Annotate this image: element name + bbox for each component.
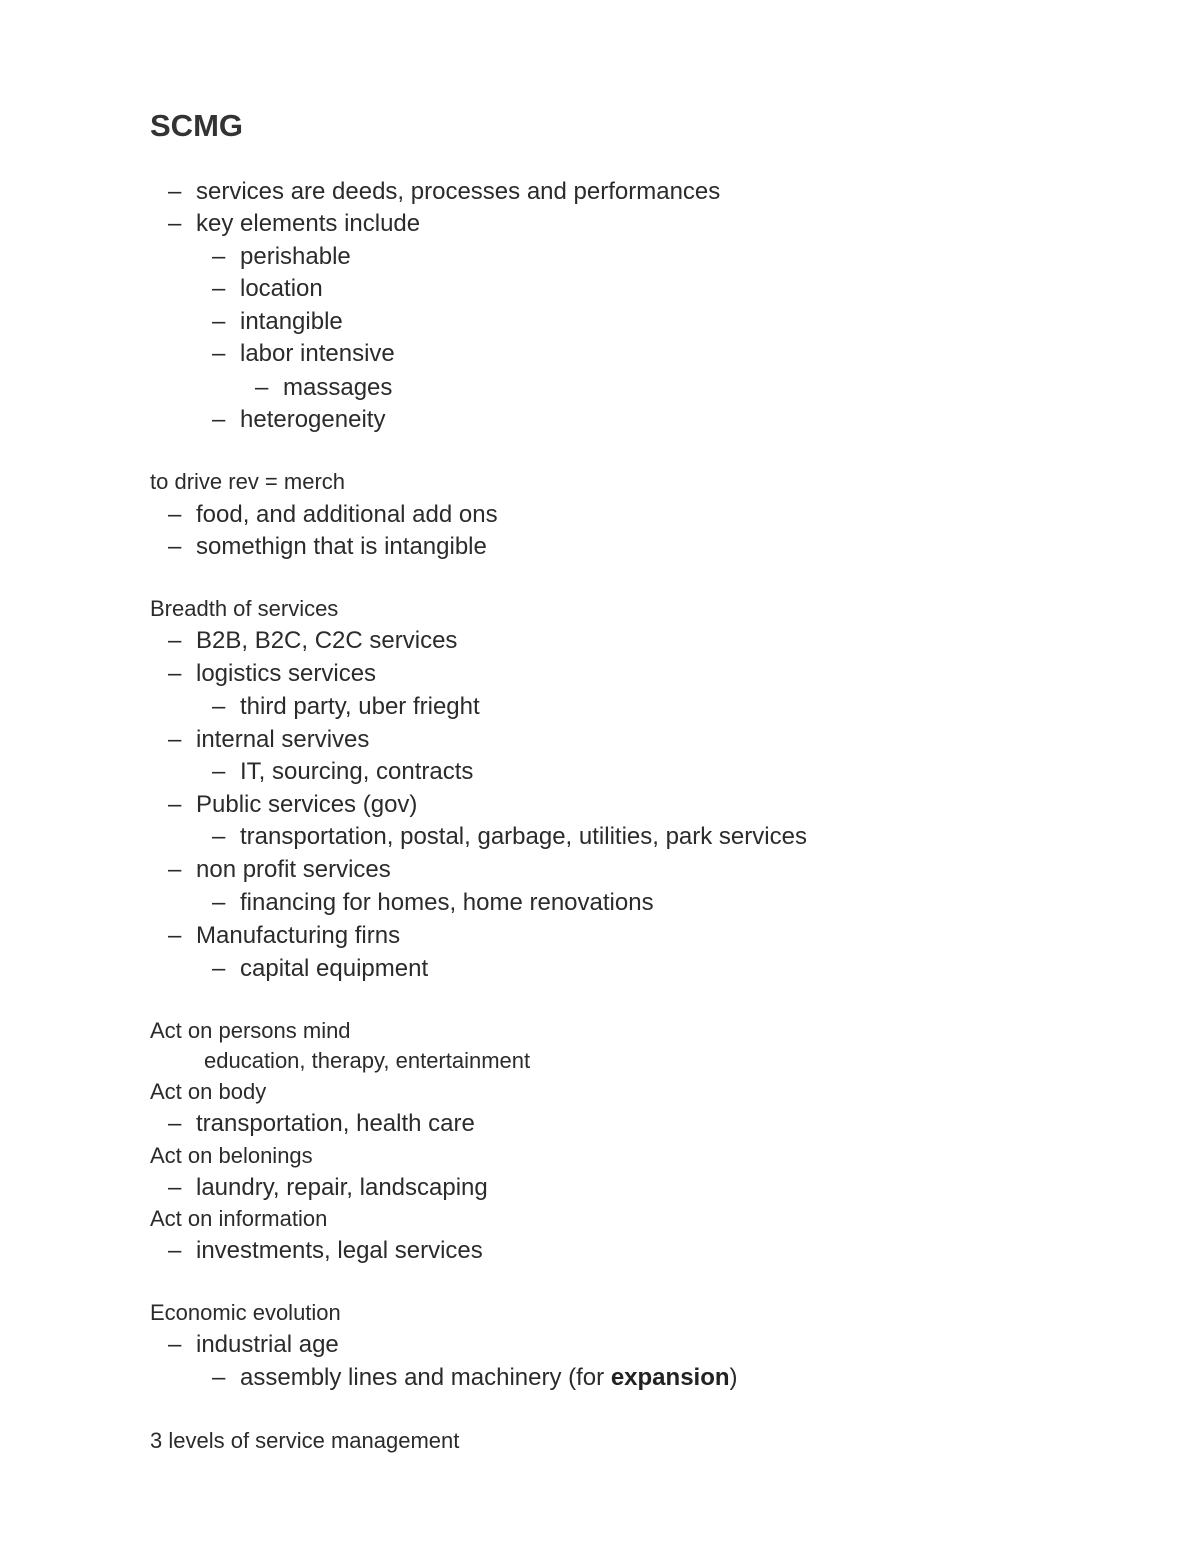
- list-item: [168, 658, 377, 690]
- dash-marker: –: [212, 758, 226, 785]
- list-item: [168, 854, 391, 886]
- list-item: [212, 273, 323, 305]
- section-heading: Act on body: [150, 1079, 267, 1104]
- list-item-text: Public services (gov): [196, 791, 418, 818]
- dash-marker: –: [212, 693, 226, 720]
- list-item-text: industrial age: [196, 1331, 339, 1358]
- dash-marker: –: [255, 374, 269, 401]
- list-item-text: location: [240, 275, 323, 302]
- section-heading: Economic evolution: [150, 1300, 341, 1325]
- list-item: [212, 404, 386, 436]
- list-item: [212, 1362, 738, 1394]
- list-item: [168, 208, 421, 240]
- dash-marker: –: [168, 856, 182, 883]
- list-item-text: logistics services: [196, 660, 377, 687]
- list-item: [168, 789, 418, 821]
- list-item: [168, 176, 721, 208]
- section-heading: Act on belonings: [150, 1143, 313, 1168]
- dash-marker: –: [212, 308, 226, 335]
- list-item-text: heterogeneity: [240, 406, 386, 433]
- list-item: [212, 306, 343, 338]
- dash-marker: –: [212, 1364, 226, 1391]
- list-item: [212, 821, 807, 853]
- list-item-text: laundry, repair, landscaping: [196, 1174, 488, 1201]
- list-item-text: B2B, B2C, C2C services: [196, 627, 458, 654]
- dash-marker: –: [212, 275, 226, 302]
- list-item-text: intangible: [240, 308, 343, 335]
- dash-marker: –: [168, 1331, 182, 1358]
- list-item: [168, 625, 458, 657]
- list-item: [168, 1108, 475, 1140]
- list-item-text: food, and additional add ons: [196, 501, 498, 528]
- dash-marker: –: [168, 922, 182, 949]
- dash-marker: –: [168, 1174, 182, 1201]
- list-item-text: third party, uber frieght: [240, 693, 480, 720]
- list-item-text: investments, legal services: [196, 1237, 483, 1264]
- dash-marker: –: [212, 955, 226, 982]
- list-item-text: key elements include: [196, 210, 421, 237]
- dash-marker: –: [168, 627, 182, 654]
- list-item-text-suffix: ): [729, 1364, 738, 1391]
- section-heading: Act on information: [150, 1206, 328, 1231]
- section-heading: to drive rev = merch: [150, 469, 346, 494]
- list-item-text: non profit services: [196, 856, 391, 883]
- page-title: SCMG: [150, 108, 243, 143]
- bold-emphasis: expansion: [610, 1364, 730, 1391]
- list-item-text: transportation, health care: [196, 1110, 475, 1137]
- dash-marker: –: [212, 889, 226, 916]
- list-item: [212, 338, 395, 370]
- dash-marker: –: [168, 210, 182, 237]
- dash-marker: –: [212, 340, 226, 367]
- list-item: [168, 1235, 483, 1267]
- dash-marker: –: [212, 823, 226, 850]
- list-item: [212, 691, 480, 723]
- dash-marker: –: [212, 243, 226, 270]
- list-item: [168, 1329, 339, 1361]
- section-heading: Act on persons mind: [150, 1018, 351, 1043]
- dash-marker: –: [168, 791, 182, 818]
- list-item-text: massages: [283, 374, 393, 401]
- dash-marker: –: [168, 1110, 182, 1137]
- list-item: [168, 724, 370, 756]
- list-item-text: transportation, postal, garbage, utilities, park services: [240, 823, 807, 850]
- dash-marker: –: [168, 726, 182, 753]
- section-heading: 3 levels of service management: [150, 1428, 460, 1453]
- list-item: [212, 953, 429, 985]
- section-heading: Breadth of services: [150, 596, 339, 621]
- list-item: [212, 887, 654, 919]
- list-item: [168, 1172, 488, 1204]
- list-item: [168, 531, 487, 563]
- list-item-text: IT, sourcing, contracts: [240, 758, 474, 785]
- list-item: [212, 756, 474, 788]
- list-item: [212, 241, 351, 273]
- list-item-text-prefix: assembly lines and machinery (for: [240, 1364, 611, 1391]
- list-item: [168, 920, 401, 952]
- list-item-text: services are deeds, processes and performances: [196, 178, 721, 205]
- list-item: [255, 372, 393, 404]
- indented-text: education, therapy, entertainment: [204, 1048, 531, 1073]
- list-item-text: perishable: [240, 243, 351, 270]
- list-item-text: labor intensive: [240, 340, 395, 367]
- dash-marker: –: [168, 660, 182, 687]
- list-item-text: financing for homes, home renovations: [240, 889, 654, 916]
- dash-marker: –: [168, 1237, 182, 1264]
- list-item-text: Manufacturing firns: [196, 922, 401, 949]
- list-item-text: somethign that is intangible: [196, 533, 487, 560]
- list-item: [168, 499, 498, 531]
- dash-marker: –: [168, 178, 182, 205]
- dash-marker: –: [168, 533, 182, 560]
- list-item-text: capital equipment: [240, 955, 429, 982]
- dash-marker: –: [212, 406, 226, 433]
- dash-marker: –: [168, 501, 182, 528]
- list-item-text: internal servives: [196, 726, 370, 753]
